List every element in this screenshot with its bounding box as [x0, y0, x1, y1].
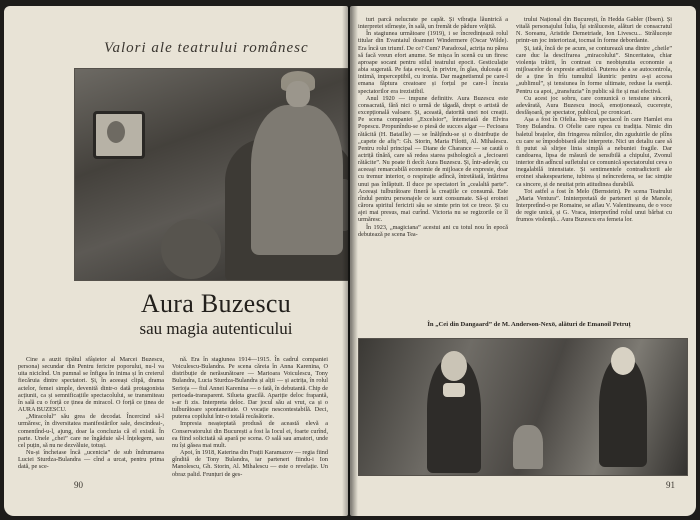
- paragraph: În stagiunea următoare (1919), i se încredințează rolul titular din Evantaiul doamnei Windermere (Oscar Wilde). Era încă un triumf. De ce? Cum? Paradoxal, actrița nu părea să facă vreun efort anume. Se mișca în scenă cu un firesc aproape socant pentru stilul teatrului epocii. Gesticulație abia sugerată. Pe fața evocă, în privire, în glas, dulceața ei intimă, imperceptibil, cu ironia. Dar magnetismul pe care-l emana făptura creatoare și forțul pe care-l încuia spectatorilor era irezistibil.: [358, 30, 508, 95]
- paragraph: turi parcă nelucrate pe capăt. Și vibrația lăuntrică a interpretei stîrnește, în sală, un fremăt de pădure vrăjită.: [358, 16, 508, 31]
- page-number-right: 91: [666, 480, 675, 490]
- right-text-column-2: [516, 16, 672, 308]
- book-gutter: [342, 6, 358, 516]
- portrait-photo: [74, 68, 348, 281]
- paragraph: Anul 1920 — impune definitiv. Aura Buzescu este consacrată, fără nici o urmă de tăgadă, drept o artistă de excepțională valoare. Și, această, datorită unei noi creații. Pe scena companiei „Excelsior”, întemeiată de Elvira Popescu. Propunîndu-se o piesă de succes algar — Fecioara rătăcită (H. Bataille) — se înălțîndu-se și o distribuție de „capete de afiș”: Gh. Storin, Maria Filotti, Al. Mihalescu. Pentru rolul principal — Diane de Charance — se caută o actriță tînără, care să redea starea psihologică a „fecioarei rătăcite”. Nu poate fi decît Aura Buzescu. Și, într-adevăr, cu aceeași remarcabilă economie de mijloace de expresie, doar cu tremur interior, o respirație adîncă, întretăiată, întărirea unui pas înfăptuit. Il duce pe spectatori în „cealaltă parte”. Aceeași tulburătoare fineră la creațiile ce consumă. Este rîndul pentru personajele ce sunt consumate. Să-și eroinei cărora spiritul fericirii său se simte prin tot ce trece. Și cu ajei mai presus, mai curînd. Victoria nu se regizorile ce îl urmăresc.: [358, 94, 508, 224]
- paragraph: În 1923, „magiciana” acestui ani cu totul nou în epocă debutează pe scena Tea-: [358, 223, 508, 238]
- paragraph: Nu-și încheiase încă „ucenicia” de sub îndrumarea Luciei Sturdza-Bulandra — cînd a urcat, pentru prima dată, pe sce-: [18, 449, 164, 471]
- left-text-column-2: [172, 356, 328, 476]
- photo-woman-head: [286, 81, 310, 107]
- paragraph: Și, iată, încă de pe acum, se conturează una dintre „cheile” care duc la descifrarea „miracolului”. Sinceritatea, chiar violența trăirii, în contrast cu neobișnuita economie a mijloacelor de expresie artistică. Puterea de a se autocontrola, de a ține în frîu tumultul lăuntric pentru a-și accesa „sublimul”, și tensiunea în forme ultimate, reduse la esență. Pentru ca apoi, „transfuzia” în public să fie și mai efectivă.: [516, 44, 672, 95]
- headline-name: Aura Buzescu: [140, 289, 292, 318]
- stage-scene-photo: [358, 338, 688, 476]
- paragraph: Apoi, în 1918, Katerina din Frații Karamazov — regia fiind gîndită de Tony Bulandra, iar parteneri fiindu-i Ion Manolescu, Gh. Storin, Al. Mihalescu — este o revelație. Un obraz palid. Frunțuri de ges-: [172, 449, 328, 478]
- right-text-column-1: [358, 16, 508, 308]
- photo-tv-face: [107, 121, 125, 143]
- article-headline: [86, 289, 346, 339]
- photo-woman-body: [251, 105, 343, 255]
- series-title: Valori ale teatrului românesc: [104, 40, 309, 56]
- paragraph: Tot astfel a fost în Melo (Bernstein). Pe scena Teatrului „Maria Ventura”. Ininterpretată de parteneri și de Manole, Interpretînd-o pe Romaine, se aflau V. Valentineanu, de o voce de regie unică, și G. Vraca, interpretînd rolul unui bărbat cu frumos violență... Aura Buzescu era femeia lor.: [516, 187, 672, 224]
- photo-actress-head: [441, 351, 467, 381]
- photo-caption: În „Cei din Dangaard” de M. Anderson-Nexö, alături de Emanoil Petruț: [427, 321, 631, 328]
- photo-actress-collar: [443, 383, 465, 397]
- headline-subtitle: sau magia autenticului: [139, 319, 293, 338]
- paragraph: Impresia neașteptată produsă de această elevă a Conservatorului din București a fost la Iocul ei, foarte curînd, ea fiind solicitată să apară pe scena. O sală sau amatori, unde nu își găsea mai mult.: [172, 420, 328, 449]
- paragraph: trului Național din București, în Hedda Gabler (Ibsen). Și vitală personajului Îulia, Își străluceste, alături de consacratul N. Soreanu, Aristide Demetriade, Ion Livescu... Strălucește printr-un joc interiorizat, tocmai în forme debordante.: [516, 16, 672, 45]
- photo-actor-head: [611, 347, 635, 375]
- magazine-spread: [4, 6, 696, 516]
- paragraph: Cine a auzit tipătul sfâșietor al Marcei Buzescu, persona) secundar din Pentru fericire poporului, nu-l va uita niciclnd. Un pumnal se înfigea în inima și în creierul fiecăruia dintre spectatori. Și, în aceeași clipă, drama actelor, femei simple, devenită dintr-o dată protagonista acțiunii, ca și semnificațiile spectacolului, se transmiteau în sală cu o forță ce ținea de miracol. O forță ce ținea de AURA BUZESCU.: [18, 356, 164, 414]
- left-page: [4, 6, 348, 516]
- paragraph: Cu acest joc sobru, care comunică o tensiune sinceră, adevărată, Aura Buzescu inocă, emoționează, cucerește, desfășoară, pe spectator, publicul, pe cronicari.: [516, 94, 672, 117]
- page-number-left: 90: [74, 480, 83, 490]
- paragraph: nă. Era în stagiunea 1914—1915. În cadrul companiei Voiculescu-Bulandra. Pe scena căreia în Anna Karenina, O distribuție de nerăsunătoare — Marioara Voiculescu, Tony Bulandra, Lucia Sturdza-Bulandra și alții — și actrița, în rolul Serioja — fiul Annei Karenina — o fată, în debutantă. Chip de perioada-transparent. Silueta gracilă. Apariție deloc frapantă, s-ar fi zis. Interpreta deloc. Dar jocul său ai vrut, ca și o tulburătoare spontaneitate. O vocație nescontestabilă. Deci, puterea copilului într-o totală recăsătorie.: [172, 356, 328, 421]
- photo-plant: [161, 219, 221, 279]
- left-text-column-1: [18, 356, 164, 476]
- photo-samovar: [513, 425, 543, 469]
- paragraph: Așa a fost în Ofelia. Într-un spectacol în care Hamlet era Tony Bulandra. O Ofelie care rupea cu tradiția. Nimic din baletul brațelor, din fringerea mîinilor, din zguduirile de plîns cu care se împodobiseră alte interprete. Nici un detaliu care să fi putut să slirjee linia simplă a nebuniei fragile. Dar candoarea, lipsa de măsură de sensibilă a chipului, Zvonul interior din adîncul sufletului ce comunică spectatorului ceva o inegalabilă intensitate. Și sentimentele contradictorii ale eroinei shakespeariene, iubirea și neîncrederea, se fac simțite ca sincere, și de neuitat prin atitudinea durabilă.: [516, 116, 673, 188]
- right-page: [350, 6, 696, 516]
- paragraph: „Miracolul” său grea de decodat. Încercind să-l urmăresc, în diversitatea manifestărilor sale, descindeai-, comentînd-u-l, ajung, doar la concluzia că el există. În parte. Unele „chei” care ne îngăduie să-l înțelegem, sau cel puțin, să nu ne dezvăluie, totuși.: [18, 413, 164, 449]
